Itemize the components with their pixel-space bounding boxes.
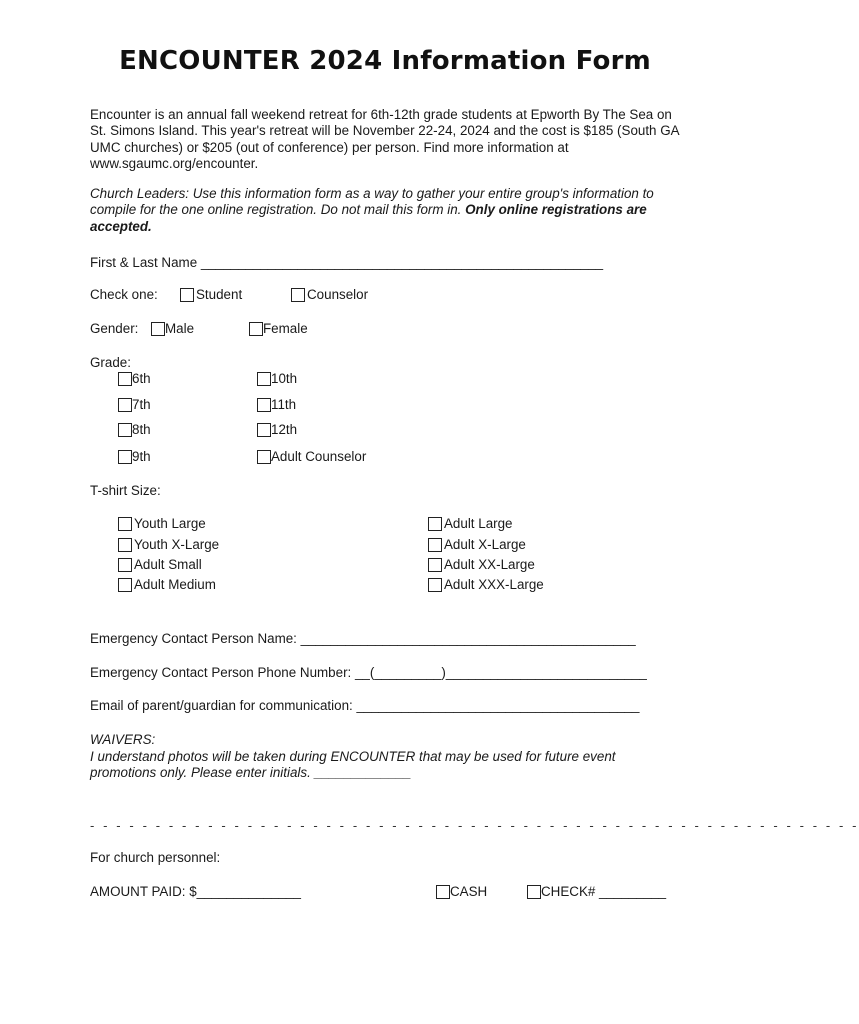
adult-large-label: Adult Large bbox=[444, 516, 513, 531]
leaders-note-text: Church Leaders: Use this information form as a way to gather your entire group's information to compile for the one online registration. Do not mail this form in. bbox=[90, 186, 654, 218]
checkbox-adult-small[interactable] bbox=[118, 557, 202, 573]
adult-xx-large-label: Adult XX-Large bbox=[444, 557, 535, 572]
checkbox-icon[interactable] bbox=[118, 423, 132, 437]
checkbox-grade-6th[interactable] bbox=[118, 371, 151, 387]
checkbox-grade-12th[interactable] bbox=[257, 422, 297, 438]
checkbox-icon[interactable] bbox=[257, 372, 271, 386]
checkbox-icon[interactable] bbox=[118, 372, 132, 386]
checkbox-adult-xx-large[interactable] bbox=[428, 557, 535, 573]
grade-8th-label: 8th bbox=[132, 422, 151, 437]
emergency-contact-name-field[interactable]: Emergency Contact Person Name: _____________________________________________ bbox=[90, 631, 636, 646]
checkbox-male[interactable] bbox=[151, 321, 194, 337]
church-personnel-label: For church personnel: bbox=[90, 850, 221, 865]
amount-paid-field[interactable]: AMOUNT PAID: $______________ bbox=[90, 884, 301, 899]
checkbox-youth-large[interactable] bbox=[118, 516, 206, 532]
grade-6th-label: 6th bbox=[132, 371, 151, 386]
checkbox-grade-11th[interactable] bbox=[257, 397, 296, 413]
checkbox-icon[interactable] bbox=[118, 558, 132, 572]
grade-11th-label: 11th bbox=[271, 397, 297, 412]
grade-7th-label: 7th bbox=[132, 397, 151, 412]
checkbox-youth-x-large[interactable] bbox=[118, 537, 219, 553]
intro-paragraph: Encounter is an annual fall weekend retreat for 6th-12th grade students at Epworth By The Sea on St. Simons Island. This year's retreat will be November 22-24, 2024 and the cost is $185 (South GA UMC churches) or $205 (out of conference) per person. Find more information at www.sgaumc.org/encounter. bbox=[90, 107, 679, 172]
leaders-note-emphasis: Only online registrations are accepted. bbox=[90, 202, 647, 234]
tshirt-size-label: T-shirt Size: bbox=[90, 483, 161, 498]
checkbox-grade-7th[interactable] bbox=[118, 397, 151, 413]
checkbox-icon[interactable] bbox=[118, 450, 132, 464]
adult-xxx-large-label: Adult XXX-Large bbox=[444, 577, 544, 592]
grade-adult-counselor-label: Adult Counselor bbox=[271, 449, 367, 464]
grade-10th-label: 10th bbox=[271, 371, 298, 386]
checkbox-icon[interactable] bbox=[118, 538, 132, 552]
checkbox-icon[interactable] bbox=[249, 322, 263, 336]
checkbox-grade-8th[interactable] bbox=[118, 422, 151, 438]
checkbox-adult-large[interactable] bbox=[428, 516, 513, 532]
checkbox-grade-adult-counselor[interactable] bbox=[257, 449, 366, 465]
separator-line: - - - - - - - - - - - - - - - - - - - - - - - - - - - - - - - - - - - - - - - - - - - - - - - - - - - - - - - - - - - bbox=[90, 818, 859, 833]
checkbox-student[interactable] bbox=[180, 287, 242, 303]
check-number-field[interactable]: CHECK# _________ bbox=[541, 884, 667, 899]
youth-x-large-label: Youth X-Large bbox=[134, 537, 220, 552]
checkbox-check[interactable] bbox=[527, 884, 666, 900]
checkbox-icon[interactable] bbox=[118, 398, 132, 412]
form-title: ENCOUNTER 2024 Information Form bbox=[119, 46, 651, 76]
waivers-heading: WAIVERS: bbox=[90, 732, 156, 747]
checkbox-icon[interactable] bbox=[527, 885, 541, 899]
checkbox-counselor-label: Counselor bbox=[307, 287, 369, 302]
checkbox-female-label: Female bbox=[263, 321, 308, 336]
checkbox-counselor[interactable] bbox=[291, 287, 368, 303]
check-one-label: Check one: bbox=[90, 287, 158, 302]
checkbox-male-label: Male bbox=[165, 321, 195, 336]
checkbox-icon[interactable] bbox=[291, 288, 305, 302]
checkbox-icon[interactable] bbox=[257, 450, 271, 464]
checkbox-icon[interactable] bbox=[257, 398, 271, 412]
checkbox-icon[interactable] bbox=[151, 322, 165, 336]
emergency-contact-phone-field[interactable]: Emergency Contact Person Phone Number: __(_________)___________________________ bbox=[90, 665, 647, 680]
cash-label: CASH bbox=[450, 884, 488, 899]
checkbox-student-label: Student bbox=[196, 287, 243, 302]
leaders-note bbox=[90, 186, 690, 235]
adult-medium-label: Adult Medium bbox=[134, 577, 216, 592]
adult-small-label: Adult Small bbox=[134, 557, 202, 572]
name-field[interactable]: First & Last Name ______________________________________________________ bbox=[90, 255, 604, 270]
checkbox-icon[interactable] bbox=[428, 558, 442, 572]
youth-large-label: Youth Large bbox=[134, 516, 206, 531]
checkbox-grade-10th[interactable] bbox=[257, 371, 297, 387]
gender-label: Gender: bbox=[90, 321, 139, 336]
checkbox-grade-9th[interactable] bbox=[118, 449, 151, 465]
parent-email-field[interactable]: Email of parent/guardian for communication: ______________________________________ bbox=[90, 698, 640, 713]
checkbox-icon[interactable] bbox=[118, 578, 132, 592]
grade-label: Grade: bbox=[90, 355, 131, 370]
adult-x-large-label: Adult X-Large bbox=[444, 537, 526, 552]
checkbox-icon[interactable] bbox=[257, 423, 271, 437]
grade-12th-label: 12th bbox=[271, 422, 298, 437]
checkbox-icon[interactable] bbox=[428, 578, 442, 592]
checkbox-icon[interactable] bbox=[428, 517, 442, 531]
checkbox-icon[interactable] bbox=[428, 538, 442, 552]
checkbox-cash[interactable] bbox=[436, 884, 487, 900]
checkbox-adult-medium[interactable] bbox=[118, 577, 216, 593]
checkbox-icon[interactable] bbox=[118, 517, 132, 531]
checkbox-adult-x-large[interactable] bbox=[428, 537, 526, 553]
waivers-text[interactable]: I understand photos will be taken during ENCOUNTER that may be used for future event promotions only. Please enter initials. _____________ bbox=[90, 749, 616, 781]
checkbox-icon[interactable] bbox=[180, 288, 194, 302]
grade-9th-label: 9th bbox=[132, 449, 151, 464]
checkbox-female[interactable] bbox=[249, 321, 308, 337]
checkbox-icon[interactable] bbox=[436, 885, 450, 899]
checkbox-adult-xxx-large[interactable] bbox=[428, 577, 544, 593]
